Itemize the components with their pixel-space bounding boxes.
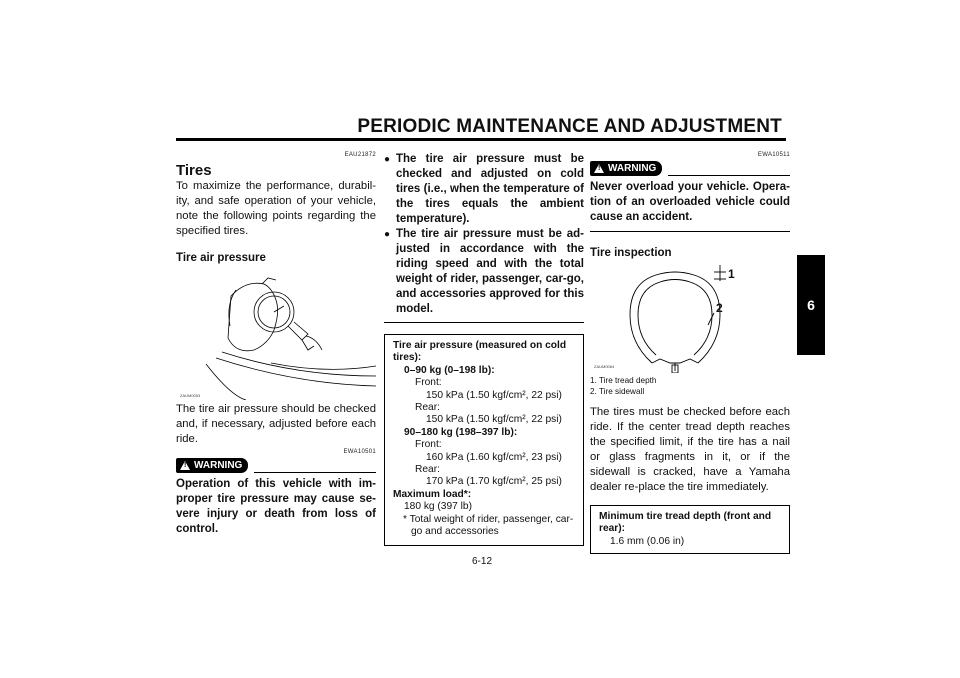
spec-heading: Minimum tire tread depth (front and rear): bbox=[599, 511, 772, 535]
spec-load-range-1: 0–90 kg (0–198 lb): bbox=[404, 364, 495, 376]
spec-max-load-label: Maximum load*: bbox=[393, 488, 472, 500]
legend-item: 2. Tire sidewall bbox=[590, 387, 645, 396]
figure-legend bbox=[590, 375, 790, 397]
divider bbox=[590, 231, 790, 232]
column-middle bbox=[384, 152, 584, 546]
tread-depth-spec-box bbox=[590, 505, 790, 554]
warning-code: EWA10501 bbox=[343, 449, 376, 455]
spec-front-label: Front: bbox=[415, 377, 442, 389]
spec-rear-label: Rear: bbox=[415, 464, 440, 476]
warning-rule bbox=[668, 175, 790, 176]
tire-section-illustration bbox=[590, 263, 790, 373]
pressure-notes-list bbox=[384, 152, 584, 317]
spec-front-value: 160 kPa (1.60 kgf/cm², 23 psi) bbox=[426, 451, 562, 463]
page-header-title: PERIODIC MAINTENANCE AND ADJUSTMENT bbox=[357, 116, 782, 137]
section-title: Tires bbox=[176, 162, 212, 179]
figure-code: ZAUM0053 bbox=[180, 393, 201, 398]
pressure-gauge-drawing bbox=[176, 266, 376, 400]
column-left bbox=[176, 152, 376, 537]
legend-item: 1. Tire tread depth bbox=[590, 376, 657, 385]
warning-rule bbox=[254, 472, 376, 473]
spec-heading: Tire air pressure (measured on cold tires): bbox=[393, 340, 567, 364]
warning-header bbox=[176, 458, 376, 473]
section-code: EAU21872 bbox=[344, 152, 376, 158]
spec-front-label: Front: bbox=[415, 439, 442, 451]
spec-rear-label: Rear: bbox=[415, 402, 440, 414]
warning-triangle-icon: ! bbox=[594, 164, 604, 173]
header-rule bbox=[176, 138, 786, 141]
spec-footnote: * Total weight of rider, passenger, car-go and accessories bbox=[403, 513, 574, 538]
tire-pressure-spec-box bbox=[384, 334, 584, 546]
spec-load-range-2: 90–180 kg (198–397 lb): bbox=[404, 426, 518, 438]
spec-front-value: 150 kPa (1.50 kgf/cm², 22 psi) bbox=[426, 389, 562, 401]
chapter-tab[interactable]: 6 bbox=[797, 255, 825, 355]
callout-2: 2 bbox=[716, 301, 723, 315]
list-item: ● The tire air pressure must be ad-justed in accordance with the riding speed and with the total weight of rider, passenger, car-go, and accessories approved for this model. bbox=[384, 227, 584, 317]
warning-text: Operation of this vehicle with im-proper tire pressure may cause se-vere injury or death from loss of control. bbox=[176, 478, 376, 535]
warning-badge bbox=[590, 161, 662, 176]
warning-label: WARNING bbox=[194, 460, 243, 471]
subhead-tire-air-pressure: Tire air pressure bbox=[176, 252, 266, 264]
divider bbox=[384, 322, 584, 323]
tire-section-drawing bbox=[590, 263, 790, 373]
warning-triangle-icon: ! bbox=[180, 461, 190, 470]
intro-paragraph: To maximize the performance, durabil-ity, and safe operation of your vehicle, note the following points regarding the specified tires. bbox=[176, 180, 376, 237]
spec-rear-value: 170 kPa (1.70 kgf/cm², 25 psi) bbox=[426, 476, 562, 488]
warning-label: WARNING bbox=[608, 163, 657, 174]
spec-max-load-value: 180 kg (397 lb) bbox=[404, 501, 472, 513]
warning-header bbox=[590, 161, 790, 176]
column-right bbox=[590, 152, 790, 554]
pressure-gauge-illustration bbox=[176, 266, 376, 400]
warning-text: Never overload your vehicle. Opera-tion of an overloaded vehicle could cause an accident. bbox=[590, 181, 790, 223]
check-paragraph: The tire air pressure should be checked and, if necessary, adjusted before each ride. bbox=[176, 403, 376, 445]
warning-badge bbox=[176, 458, 248, 473]
spec-value: 1.6 mm (0.06 in) bbox=[610, 535, 685, 547]
spec-rear-value: 150 kPa (1.50 kgf/cm², 22 psi) bbox=[426, 414, 562, 426]
warning-code: EWA10511 bbox=[757, 152, 790, 158]
page-number: 6-12 bbox=[472, 556, 493, 567]
figure-code: ZAUM0064 bbox=[594, 364, 615, 369]
subhead-tire-inspection: Tire inspection bbox=[590, 247, 672, 259]
callout-1: 1 bbox=[728, 267, 735, 281]
inspection-paragraph: The tires must be checked before each ride. If the center tread depth reaches the specified limit, if the tire has a nail or glass fragments in it, or if the sidewall is cracked, have a Yamaha dealer re-place the tire immediately. bbox=[590, 406, 790, 493]
list-item: ● The tire air pressure must be checked and adjusted on cold tires (i.e., when the temperature of the tires equals the ambient temperature). bbox=[384, 152, 584, 227]
